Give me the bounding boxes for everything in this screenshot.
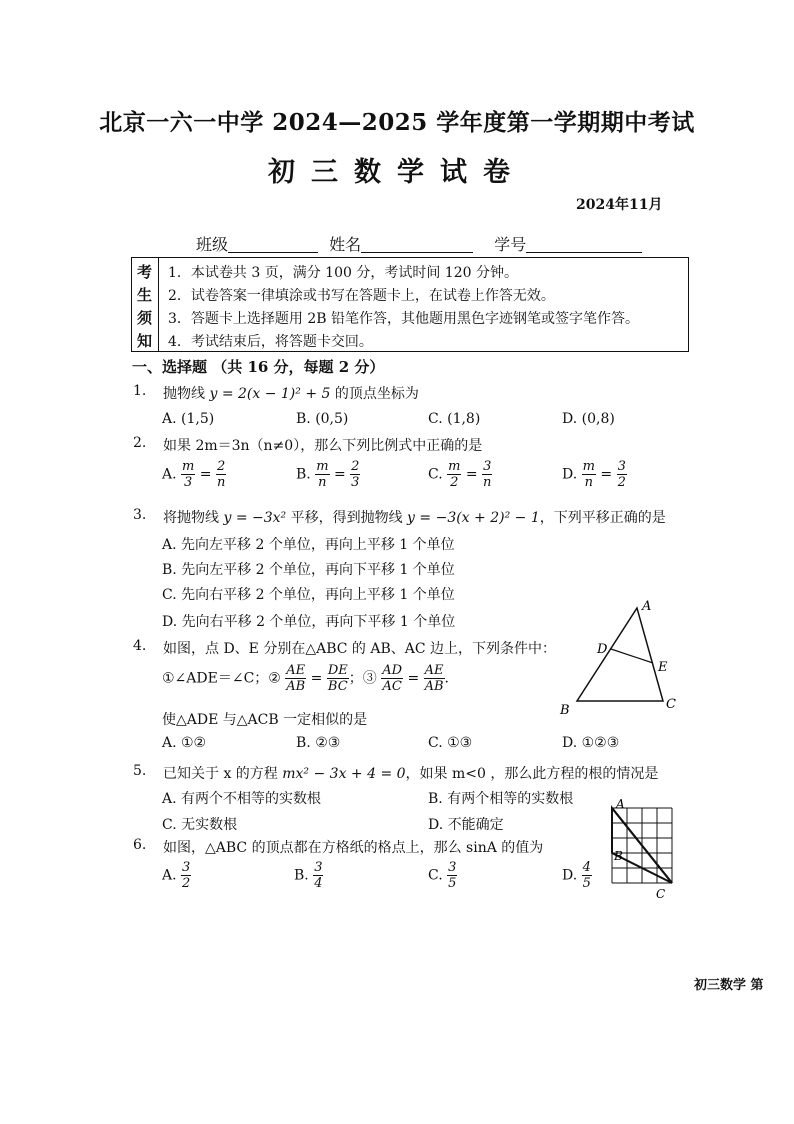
denominator: n: [318, 475, 327, 490]
question-stem: 如果 2m＝3n（n≠0），那么下列比例式中正确的是: [163, 438, 483, 454]
formula: y = 2(x − 1)² + 5: [209, 386, 331, 402]
denominator: 2: [182, 876, 191, 891]
student-number-blank: [526, 236, 642, 253]
fraction: [327, 663, 349, 694]
stem-text: 将抛物线: [163, 510, 224, 526]
question-number: 6.: [133, 837, 147, 853]
notice-item: 3．答题卡上选择题用 2B 铅笔作答，其他题用黑色字迹钢笔或签字笔作答。: [168, 311, 640, 327]
fraction: [424, 663, 445, 694]
option-b: B. $\frac{m}{n}$ = $\frac{2}{3}$: [296, 459, 360, 490]
numerator: 3: [182, 860, 191, 875]
numerator: m: [448, 459, 461, 474]
notice-side-label: [132, 258, 159, 351]
class-label: 班级: [196, 235, 229, 254]
option-c: C. $\frac{m}{2}$ = $\frac{3}{n}$: [428, 459, 492, 490]
denominator: AB: [286, 679, 306, 694]
notice-side-char: 生: [137, 286, 153, 304]
fraction: [381, 663, 403, 694]
option-letter: D.: [562, 466, 578, 483]
vertex-a-label: A: [616, 797, 625, 811]
vertex-e-label: E: [658, 660, 668, 675]
option-a: A. 有两个不相等的实数根: [162, 791, 322, 807]
vertex-b-label: B: [560, 703, 570, 718]
option-letter: C.: [428, 466, 443, 483]
question-number: 4.: [133, 638, 147, 654]
notice-side-char: 考: [137, 263, 153, 281]
fraction: [216, 459, 226, 490]
denominator: 5: [582, 876, 591, 891]
stem-text: ，如果 m<0 ，那么此方程的根的情况是: [405, 766, 659, 782]
option-letter: C.: [428, 867, 443, 884]
question-stem: [163, 383, 419, 403]
formula: mx² − 3x + 4 = 0: [282, 766, 406, 782]
denominator: n: [216, 475, 226, 490]
q4-conditions: ①∠ADE＝∠C；② $\frac{AE}{AB}$ = $\frac{DE}{BC}$ ；③ $\frac{AD}{AC}$ = $\frac{AE}{AB}$ .: [162, 663, 449, 694]
fraction: [617, 459, 627, 490]
option-d: D. $\frac{m}{n}$ = $\frac{3}{2}$: [562, 459, 626, 490]
notice-item: 2．试卷答案一律填涂或书写在答题卡上，在试卷上作答无效。: [168, 288, 555, 304]
numerator: 3: [448, 860, 457, 875]
vertex-c-label: C: [666, 697, 676, 712]
question-number: 1.: [133, 383, 147, 399]
condition-text: .: [444, 670, 449, 687]
option-b: B. 先向左平移 2 个单位，再向下平移 1 个单位: [162, 562, 455, 578]
vertex-a-label: A: [642, 599, 652, 614]
denominator: AC: [382, 679, 402, 694]
triangle-figure: [555, 598, 685, 720]
option-d: D. 先向右平移 2 个单位，再向下平移 1 个单位: [162, 614, 456, 630]
denominator: 2: [617, 475, 626, 490]
option-c: C. (1,8): [428, 411, 481, 427]
vertex-d-label: D: [597, 642, 608, 657]
numerator: 2: [216, 459, 226, 474]
condition-text: ①∠ADE＝∠C；②: [162, 670, 281, 687]
numerator: 3: [483, 459, 492, 474]
fraction: [582, 860, 592, 891]
option-letter: A.: [162, 867, 177, 884]
option-b: B. (0,5): [296, 411, 349, 427]
numerator: 3: [314, 860, 323, 875]
denominator: BC: [327, 679, 348, 694]
vertex-c-label: C: [656, 887, 666, 901]
exam-date: 2024年11月: [576, 197, 663, 213]
fraction: [315, 459, 329, 490]
name-label: 姓名: [329, 235, 362, 254]
option-a: A. $\frac{m}{3}$ = $\frac{2}{n}$: [162, 459, 226, 490]
numerator: 4: [582, 860, 591, 875]
option-d: D. ①②③: [562, 735, 620, 751]
stem-text: ，下列平移正确的是: [539, 510, 666, 526]
option-letter: B.: [294, 867, 309, 884]
notice-item: 4．考试结束后，将答题卡交回。: [168, 334, 373, 350]
stem-text: 抛物线: [163, 386, 210, 402]
condition-text: ；③: [348, 670, 377, 687]
option-c: C. 先向右平移 2 个单位，再向上平移 1 个单位: [162, 587, 455, 603]
option-d: [562, 860, 592, 891]
candidate-notice-box: [131, 257, 689, 352]
name-blank: [361, 236, 473, 253]
question-number: 3.: [133, 507, 147, 523]
page-footer: 初三数学 第: [694, 978, 764, 993]
option-d: D. 不能确定: [428, 817, 504, 833]
question-stem: 如图，点 D、E 分别在△ABC 的 AB、AC 边上，下列条件中：: [163, 641, 557, 657]
option-c: C. ①③: [428, 735, 473, 751]
subject-title: 初三数学试卷: [268, 157, 526, 188]
numerator: m: [182, 459, 195, 474]
denominator: 3: [351, 475, 360, 490]
denominator: 5: [448, 876, 457, 891]
option-c: C. 无实数根: [162, 817, 238, 833]
option-c: [428, 860, 457, 891]
fraction: [582, 459, 596, 490]
numerator: 2: [351, 459, 360, 474]
formula: y = −3(x + 2)² − 1: [407, 510, 540, 526]
notice-side-char: 须: [137, 309, 153, 327]
denominator: 4: [314, 876, 323, 891]
option-letter: D.: [562, 867, 578, 884]
question-number: 2.: [133, 435, 147, 451]
numerator: AE: [286, 663, 306, 678]
option-a: A. 先向左平移 2 个单位，再向上平移 1 个单位: [162, 537, 455, 553]
school-exam-title: 北京一六一中学 2024—2025 学年度第一学期期中考试: [99, 109, 695, 136]
fraction: [285, 663, 306, 694]
question-stem-2: 使△ADE 与△ACB 一定相似的是: [162, 712, 368, 728]
fraction: [447, 860, 457, 891]
denominator: 2: [450, 475, 459, 490]
fraction: [447, 459, 461, 490]
numerator: AE: [424, 663, 444, 678]
notice-side-char: 知: [137, 332, 153, 350]
question-stem: 如图，△ABC 的顶点都在方格纸的格点上，那么 sinA 的值为: [163, 840, 544, 856]
student-info-row: [196, 232, 642, 255]
question-stem: [163, 507, 666, 527]
stem-text: 平移，得到抛物线: [286, 510, 408, 526]
notice-item: 1．本试卷共 3 页，满分 100 分，考试时间 120 分钟。: [168, 265, 518, 281]
class-blank: [228, 236, 318, 253]
vertex-b-label: B: [614, 849, 623, 863]
grid-figure: [604, 796, 684, 904]
fraction: [350, 459, 360, 490]
fraction: [482, 459, 492, 490]
stem-text: 已知关于 x 的方程: [163, 766, 283, 782]
fraction: [181, 860, 191, 891]
denominator: n: [584, 475, 593, 490]
numerator: AD: [382, 663, 403, 678]
option-a: A. ①②: [162, 735, 207, 751]
fraction: [313, 860, 323, 891]
numerator: m: [582, 459, 595, 474]
denominator: n: [483, 475, 492, 490]
option-letter: A.: [162, 466, 177, 483]
numerator: DE: [327, 663, 348, 678]
question-stem: [163, 763, 658, 783]
formula: y = −3x²: [223, 510, 287, 526]
numerator: 3: [617, 459, 626, 474]
option-a: [162, 860, 191, 891]
student-number-label: 学号: [494, 235, 527, 254]
question-number: 5.: [133, 763, 147, 779]
section-heading: 一、选择题 （共 16 分，每题 2 分）: [132, 358, 385, 376]
denominator: 3: [184, 475, 193, 490]
fraction: [181, 459, 195, 490]
numerator: m: [316, 459, 329, 474]
option-d: D. (0,8): [562, 411, 615, 427]
option-letter: B.: [296, 466, 311, 483]
stem-text: 的顶点坐标为: [330, 386, 419, 402]
denominator: AB: [424, 679, 444, 694]
option-b: [294, 860, 323, 891]
option-b: B. 有两个相等的实数根: [428, 791, 574, 807]
option-a: A. (1,5): [162, 411, 215, 427]
option-b: B. ②③: [296, 735, 341, 751]
